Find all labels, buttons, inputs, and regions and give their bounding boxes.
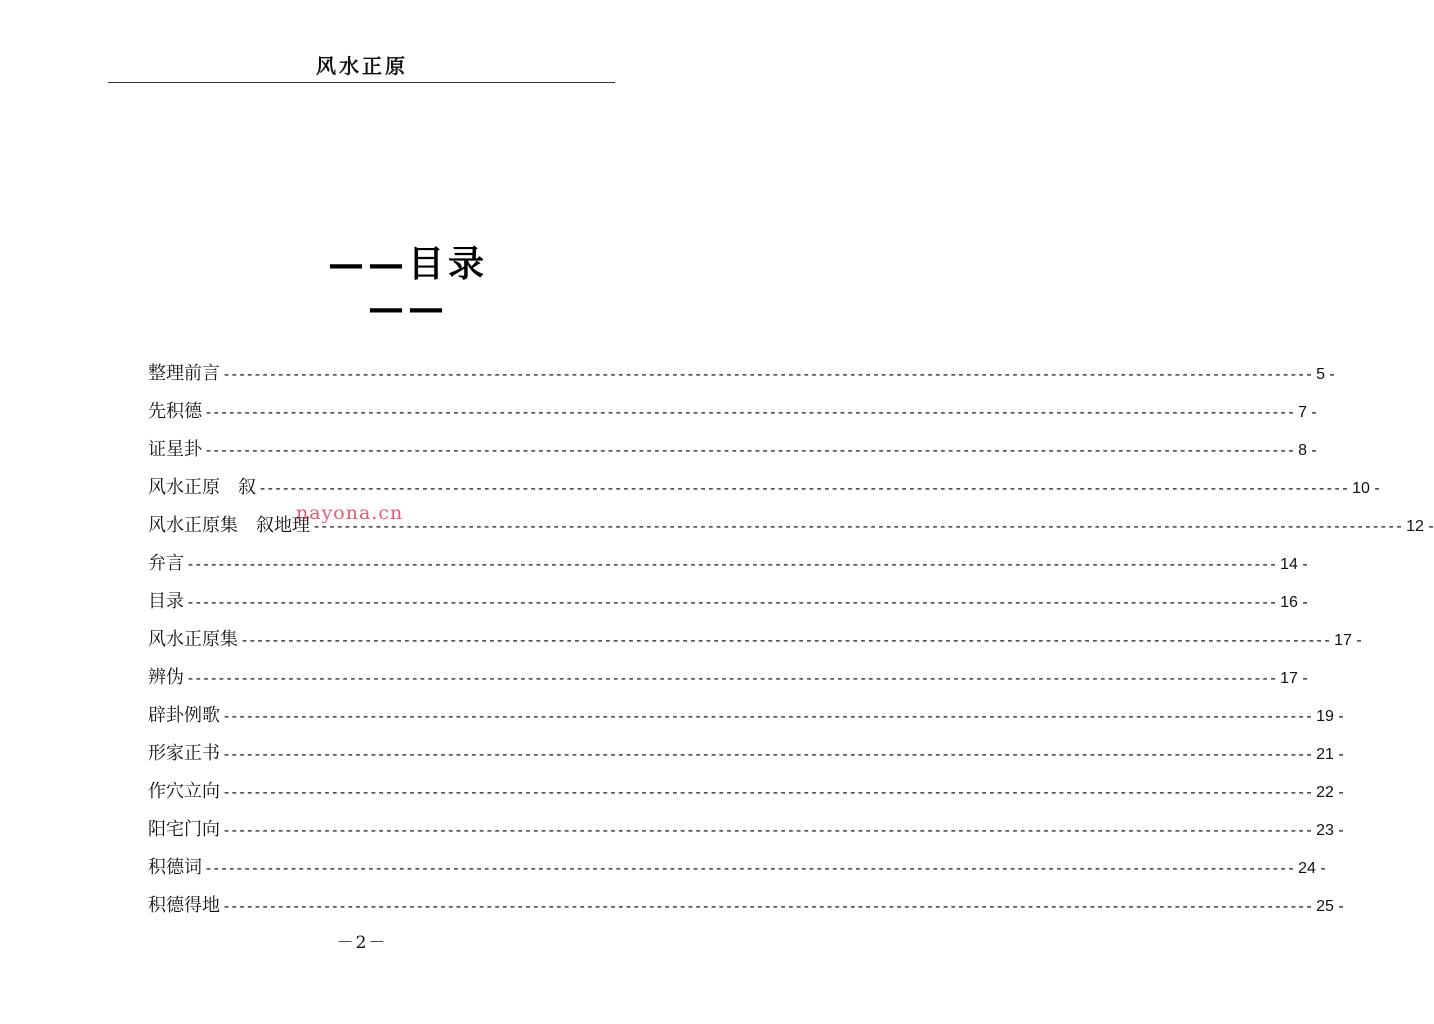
toc-dot-leader: -------------------------------------------------------------------------------------------------------------------------------------------- (240, 631, 1323, 649)
toc-entry-page: - 5 - (1306, 366, 1335, 383)
toc-list (148, 361, 1434, 931)
toc-entry-label: 积德得地 (148, 895, 220, 916)
toc-dot-leader: -------------------------------------------------------------------------------------------------------------------------------------------- (222, 821, 1305, 839)
header-divider (108, 82, 615, 83)
toc-entry-label: 辟卦例歌 (148, 705, 220, 726)
toc-heading: ——目录—— (327, 243, 488, 329)
toc-entry[interactable] (148, 779, 1344, 817)
toc-entry[interactable] (148, 741, 1344, 779)
toc-entry-label: 先积德 (148, 401, 202, 422)
toc-entry[interactable] (148, 855, 1326, 893)
toc-dot-leader: -------------------------------------------------------------------------------------------------------------------------------------------- (186, 669, 1269, 687)
toc-entry-page: - 19 - (1306, 708, 1344, 725)
toc-dot-leader: -------------------------------------------------------------------------------------------------------------------------------------------- (204, 441, 1287, 459)
toc-dot-leader: -------------------------------------------------------------------------------------------------------------------------------------------- (222, 707, 1305, 725)
toc-entry[interactable] (148, 437, 1317, 475)
toc-entry-label: 积德词 (148, 857, 202, 878)
toc-entry-page: - 12 - (1396, 518, 1434, 535)
toc-entry[interactable] (148, 551, 1308, 589)
toc-entry-page: - 24 - (1288, 860, 1326, 877)
toc-dot-leader: -------------------------------------------------------------------------------------------------------------------------------------------- (204, 859, 1287, 877)
toc-dot-leader: -------------------------------------------------------------------------------------------------------------------------------------------- (258, 479, 1341, 497)
toc-entry-page: - 23 - (1306, 822, 1344, 839)
toc-entry-label: 整理前言 (148, 363, 220, 384)
toc-entry-label: 形家正书 (148, 743, 220, 764)
toc-dot-leader: -------------------------------------------------------------------------------------------------------------------------------------------- (222, 745, 1305, 763)
toc-dot-leader: -------------------------------------------------------------------------------------------------------------------------------------------- (222, 365, 1305, 383)
toc-entry-page: - 25 - (1306, 898, 1344, 915)
toc-dot-leader: -------------------------------------------------------------------------------------------------------------------------------------------- (222, 783, 1305, 801)
toc-entry-label: 辨伪 (148, 667, 184, 688)
toc-dot-leader: -------------------------------------------------------------------------------------------------------------------------------------------- (222, 897, 1305, 915)
toc-entry-label: 风水正原 叙 (148, 477, 256, 498)
toc-entry-label: 风水正原集 叙地理 (148, 515, 310, 536)
toc-entry[interactable] (148, 703, 1344, 741)
toc-entry[interactable] (148, 589, 1308, 627)
toc-entry-page: - 22 - (1306, 784, 1344, 801)
toc-entry-page: - 8 - (1288, 442, 1317, 459)
toc-entry-page: - 17 - (1270, 670, 1308, 687)
toc-entry-label: 风水正原集 (148, 629, 238, 650)
toc-entry[interactable] (148, 893, 1344, 931)
toc-dot-leader: -------------------------------------------------------------------------------------------------------------------------------------------- (312, 517, 1395, 535)
toc-entry-label: 证星卦 (148, 439, 202, 460)
running-header-title: 风水正原 (316, 54, 408, 78)
page-number: －2－ (336, 933, 388, 953)
toc-dot-leader: -------------------------------------------------------------------------------------------------------------------------------------------- (204, 403, 1287, 421)
toc-entry-page: - 7 - (1288, 404, 1317, 421)
toc-entry-page: - 10 - (1342, 480, 1380, 497)
toc-dot-leader: -------------------------------------------------------------------------------------------------------------------------------------------- (186, 593, 1269, 611)
toc-entry-label: 作穴立向 (148, 781, 220, 802)
toc-entry-label: 弁言 (148, 553, 184, 574)
toc-entry[interactable] (148, 399, 1317, 437)
toc-entry[interactable] (148, 817, 1344, 855)
toc-entry[interactable] (148, 627, 1362, 665)
toc-entry-page: - 16 - (1270, 594, 1308, 611)
toc-entry[interactable] (148, 665, 1308, 703)
toc-entry[interactable] (148, 361, 1335, 399)
toc-entry-page: - 14 - (1270, 556, 1308, 573)
toc-dot-leader: -------------------------------------------------------------------------------------------------------------------------------------------- (186, 555, 1269, 573)
toc-entry-page: - 17 - (1324, 632, 1362, 649)
toc-entry-label: 目录 (148, 591, 184, 612)
toc-entry-label: 阳宅门向 (148, 819, 220, 840)
watermark-text: nayona.cn (296, 502, 404, 524)
toc-entry-page: - 21 - (1306, 746, 1344, 763)
